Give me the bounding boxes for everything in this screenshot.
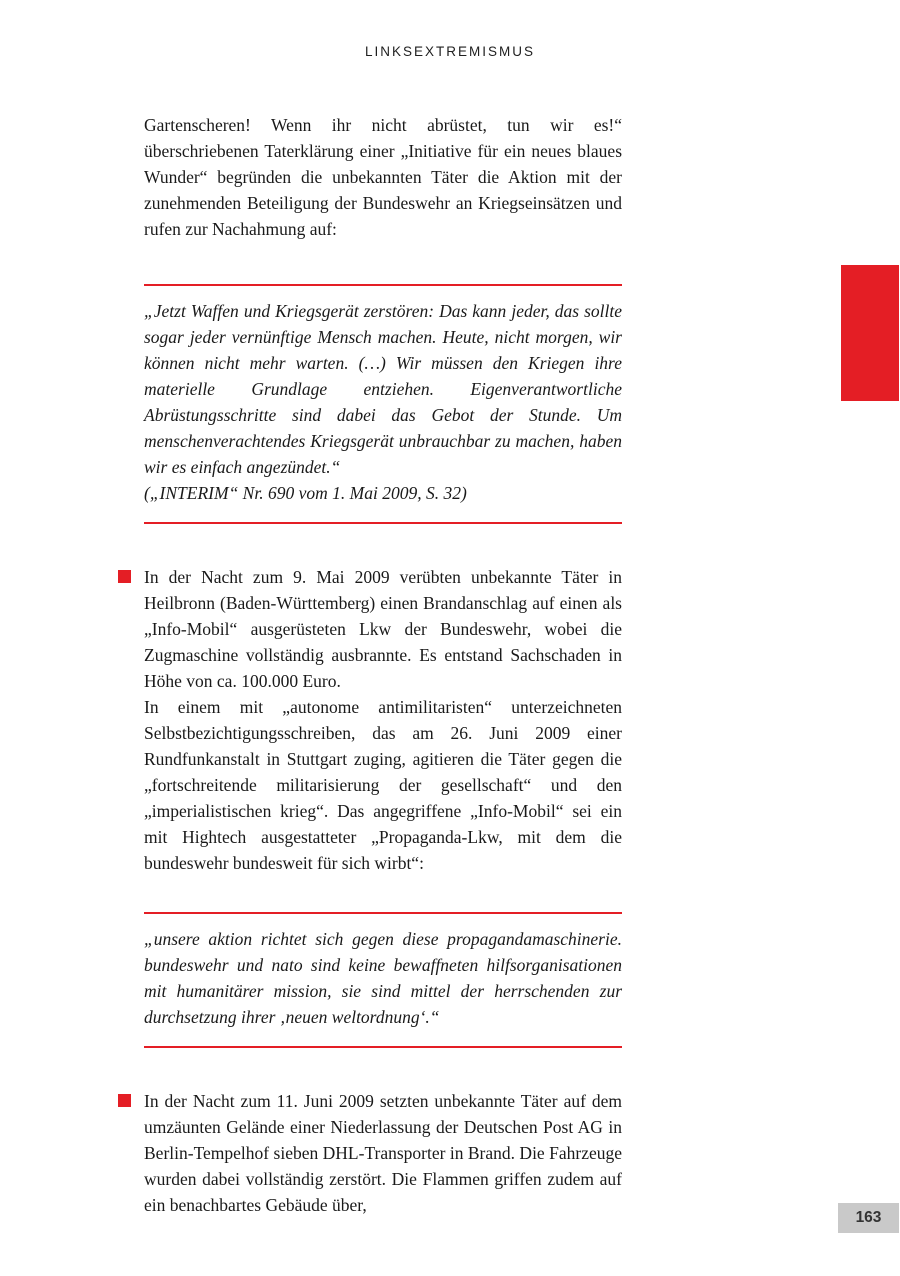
page-content [144,112,622,1218]
bullet-square-icon [118,1094,131,1107]
intro-paragraph: Gartenscheren! Wenn ihr nicht abrüstet, tun wir es!“ überschriebenen Taterklärung einer „Initiative für ein neues blaues Wunder“ begründen die unbekannten Täter die Aktion mit der zunehmenden Beteiligung der Bundeswehr an Kriegseinsätzen und rufen zur Nachahmung auf: [144,115,622,239]
quote-block-2 [144,912,622,1048]
quote-block-1 [144,284,622,524]
bullet-item-1 [144,564,622,876]
page-header-title: LINKSEXTREMISMUS [364,44,536,59]
bullet-paragraph: In der Nacht zum 9. Mai 2009 verübten unbekannte Täter in Heilbronn (Baden-Württemberg) einen Brandanschlag auf einen als „Info-Mobil“ ausgerüsteten Lkw der Bundeswehr, wobei die Zugmaschine vollständig ausbrannte. Es entstand Sachschaden in Höhe von ca. 100.000 Euro. [144,567,622,691]
page-number-badge: 163 [838,1203,899,1233]
quote-text: „unsere aktion richtet sich gegen diese propagandamaschinerie. bundeswehr und nato sind keine bewaffneten hilfsorganisationen mit humanitärer mission, sie sind mittel der herrschenden zur durchsetzung ihrer ‚neuen weltordnung‘.“ [144,929,622,1027]
bullet-paragraph: In der Nacht zum 11. Juni 2009 setzten unbekannte Täter auf dem umzäunten Gelände einer Niederlassung der Deutschen Post AG in Berlin-Tempelhof sieben DHL-Transporter in Brand. Die Fahrzeuge wurden dabei vollständig zerstört. Die Flammen griffen zudem auf ein benachbartes Gebäude über, [144,1091,622,1215]
quote-text: „Jetzt Waffen und Kriegsgerät zerstören: Das kann jeder, das sollte sogar jeder vernünftige Mensch machen. Heute, nicht morgen, wir können nicht mehr warten. (…) Wir müssen den Kriegen ihre materielle Grundlage entziehen. Eigenverantwortliche Abrüstungsschritte sind dabei das Gebot der Stunde. Um menschenverachtendes Kriegsgerät unbrauchbar zu machen, haben wir es einfach angezündet.“ [144,301,622,477]
chapter-side-tab [841,265,899,401]
bullet-paragraph: In einem mit „autonome antimilitaristen“ unterzeichneten Selbstbezichtigungsschreiben, das am 26. Juni 2009 einer Rundfunkanstalt in Stuttgart zuging, agitieren die Täter gegen die „fortschreitende militarisierung der gesellschaft“ und den „imperialistischen krieg“. Das angegriffene „Info-Mobil“ sei ein mit Hightech ausgestatteter „Propaganda-Lkw, mit dem die bundeswehr bundesweit für sich wirbt“: [144,697,622,873]
bullet-item-2 [144,1088,622,1218]
quote-source: („INTERIM“ Nr. 690 vom 1. Mai 2009, S. 32) [144,483,467,503]
bullet-square-icon [118,570,131,583]
